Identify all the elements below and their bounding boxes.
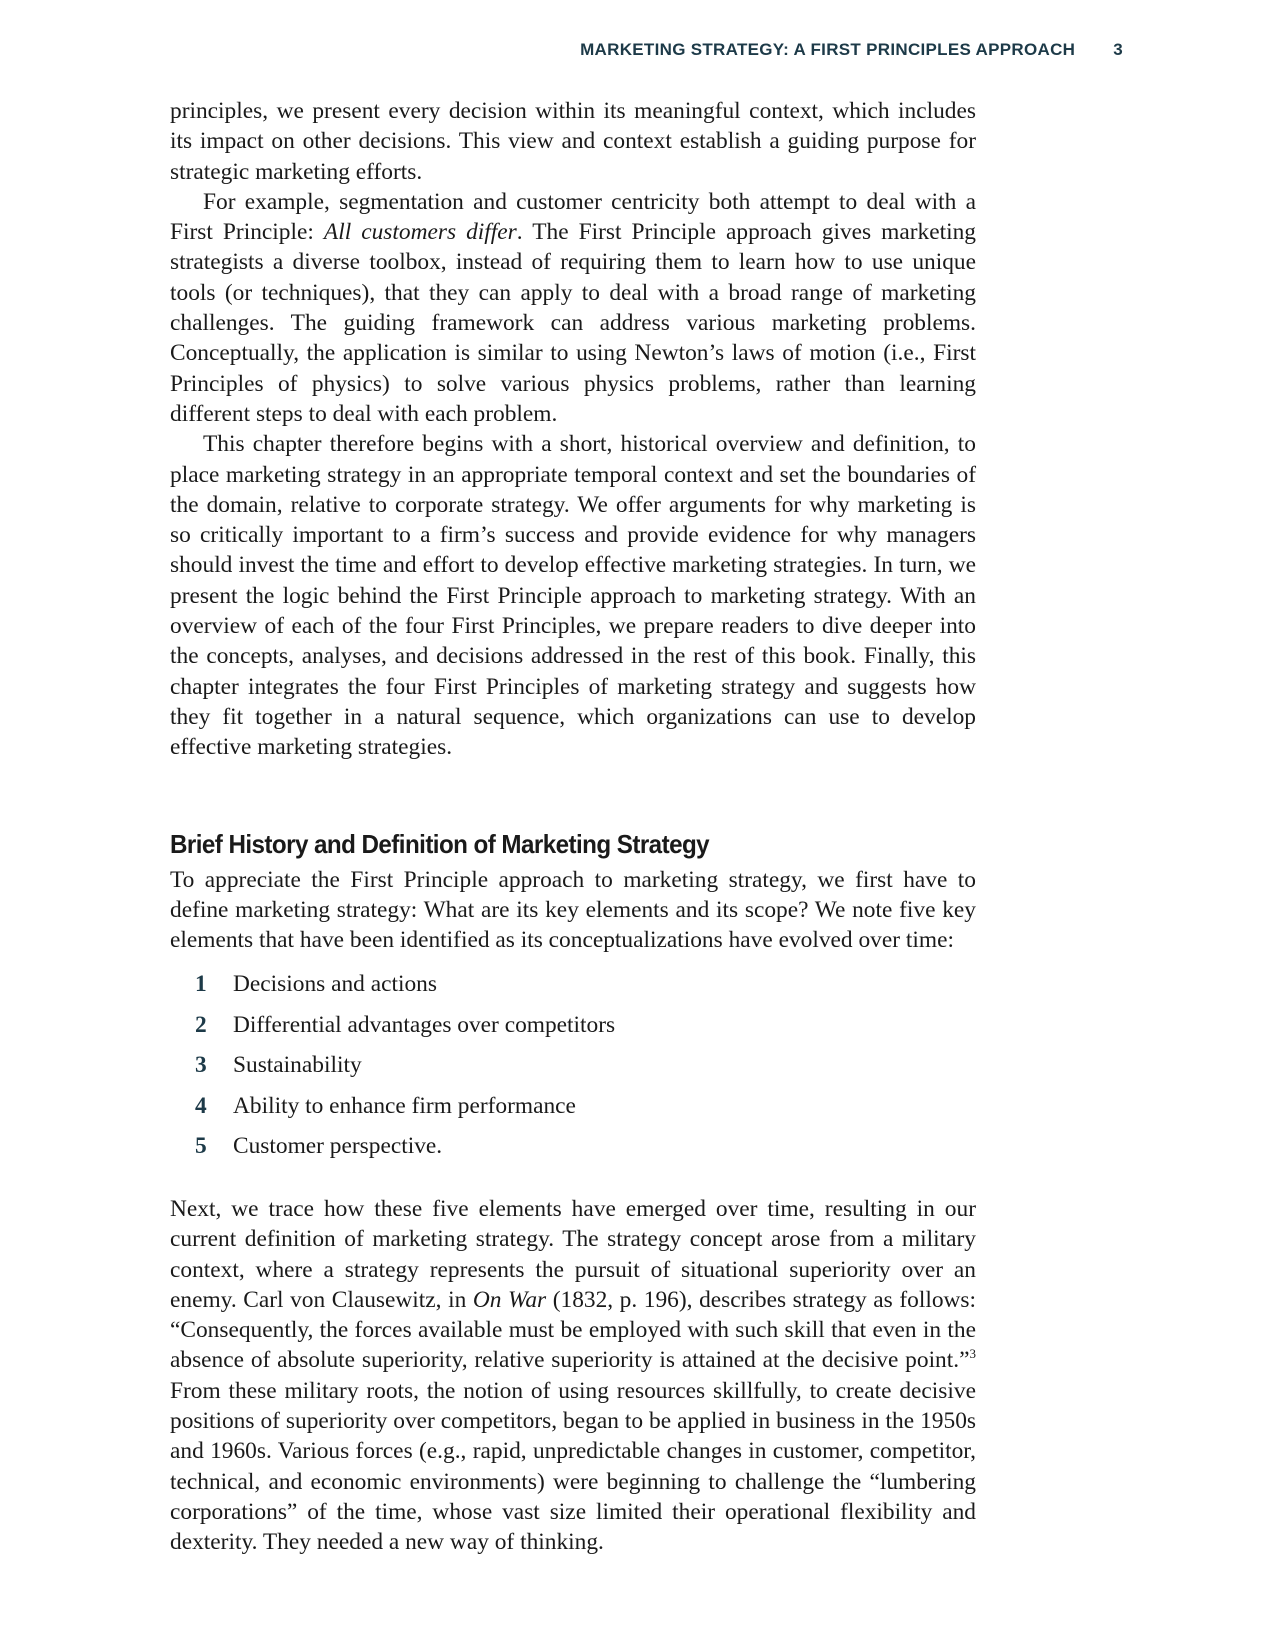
page-number: 3	[1113, 40, 1123, 59]
running-title: MARKETING STRATEGY: A FIRST PRINCIPLES APPROACH	[580, 40, 1076, 59]
list-text: Sustainability	[233, 1052, 362, 1079]
paragraph-lead: To appreciate the First Principle approach to marketing strategy, we first have to define marketing strategy: What are its key elements and its scope? We note five key elements that have been identified as its conceptualizations have evolved over time:	[170, 866, 976, 954]
paragraph-text: Next, we trace how these five elements have emerged over time, resulting in our current definition of marketing strategy. The strategy concept arose from a military context, where a strategy represents the pursuit of situational superiority over an enemy. Carl von Clausewitz, in	[170, 1195, 976, 1313]
key-elements-list	[195, 969, 976, 1172]
running-header	[580, 40, 1123, 60]
book-title: On War	[472, 1286, 547, 1313]
list-text: Ability to enhance firm performance	[233, 1092, 576, 1119]
section-heading: Brief History and Definition of Marketing Strategy	[170, 828, 710, 859]
paragraph-text: For example, segmentation and customer centricity both attempt to deal with a First Principle:	[170, 188, 976, 246]
list-item	[195, 1010, 976, 1051]
list-item	[195, 969, 976, 1010]
list-text: Customer perspective.	[233, 1133, 443, 1160]
page-body	[170, 96, 976, 1557]
list-text: Differential advantages over competitors	[233, 1011, 616, 1038]
list-number: 1	[195, 971, 207, 998]
paragraph-example	[170, 187, 976, 429]
paragraph-text: (1832, p. 196), describes strategy as follows: “Consequently, the forces available must be employed with such skill that even in the absence of absolute superiority, relative superiority is attained at the decisive point.”	[170, 1286, 977, 1374]
list-text: Decisions and actions	[233, 971, 437, 998]
list-item	[195, 1050, 976, 1091]
list-number: 2	[195, 1011, 207, 1038]
emphasis-text: All customers differ	[323, 219, 517, 246]
list-number: 4	[195, 1092, 207, 1119]
list-item	[195, 1131, 976, 1172]
paragraph-text: From these military roots, the notion of using resources skillfully, to create decisive positions of superiority over competitors, began to be applied in business in the 1950s and 1960s. Various forces (e.g., rapid, unpredictable changes in customer, competitor, technical, and economic environments) were beginning to challenge the “lumbering corporations” of the time, whose vast size limited their operational flexibility and dexterity. They needed a new way of thinking.	[170, 1377, 976, 1556]
paragraph-chapter-overview: This chapter therefore begins with a short, historical overview and definition, to place marketing strategy in an appropriate temporal context and set the boundaries of the domain, relative to corporate strategy. We offer arguments for why marketing is so critically important to a firm’s success and provide evidence for why managers should invest the time and effort to develop effective marketing strategies. In turn, we present the logic behind the First Principle approach to marketing strategy. With an overview of each of the four First Principles, we prepare readers to dive deeper into the concepts, analyses, and decisions addressed in the rest of this book. Finally, this chapter integrates the four First Principles of marketing strategy and suggests how they fit together in a natural sequence, which organizations can use to develop effective marketing strategies.	[170, 431, 976, 761]
paragraph-history	[170, 1194, 976, 1558]
list-number: 5	[195, 1133, 207, 1160]
paragraph-text: . The First Principle approach gives marketing strategists a diverse toolbox, instead of requiring them to learn how to use unique tools (or techniques), that they can apply to deal with a broad range of marketing challenges. The guiding framework can address various marketing problems. Conceptually, the application is similar to using Newton’s laws of motion (i.e., First Principles of physics) to solve various physics problems, rather than learning different steps to deal with each problem.	[170, 219, 976, 427]
footnote-marker[interactable]: 3	[969, 1346, 976, 1362]
list-item	[195, 1091, 976, 1132]
list-number: 3	[195, 1052, 207, 1079]
paragraph-continuation: principles, we present every decision within its meaningful context, which includes its impact on other decisions. This view and context establish a guiding purpose for strategic marketing efforts.	[170, 98, 976, 185]
